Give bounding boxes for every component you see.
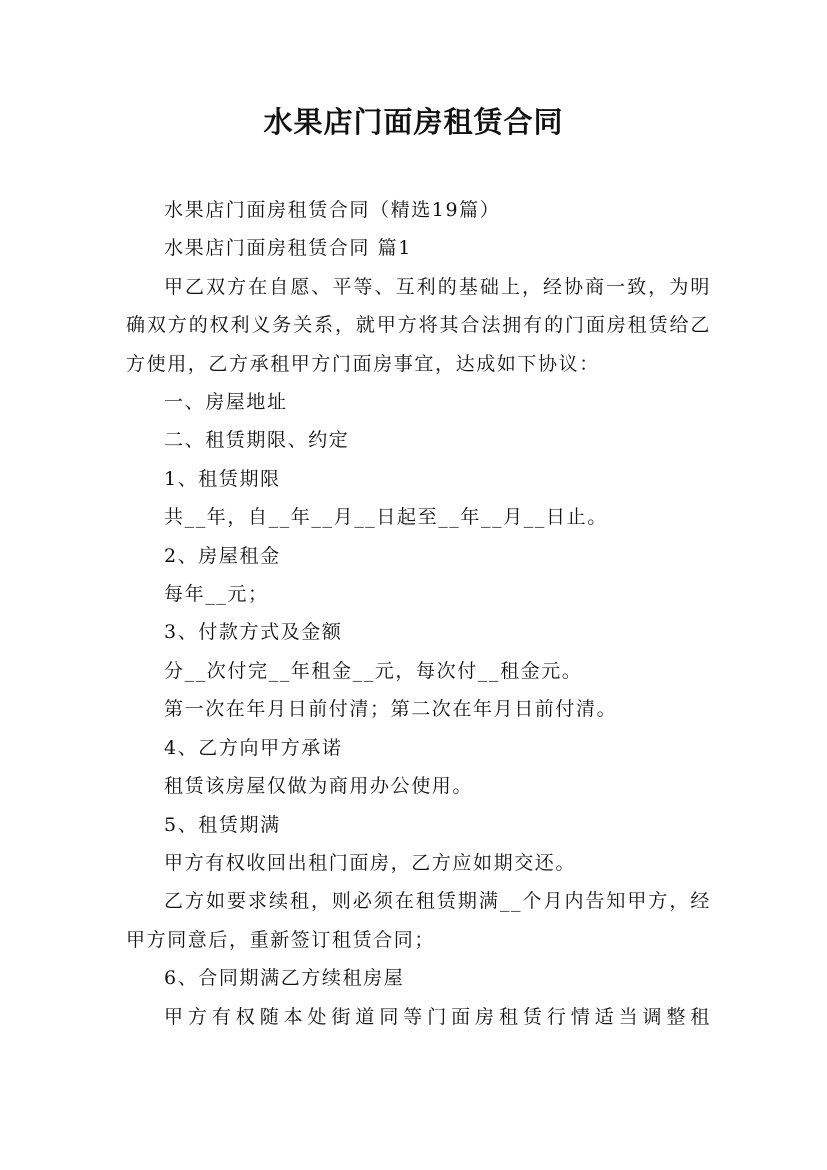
paragraph-preamble: 甲乙双方在自愿、平等、互利的基础上，经协商一致，为明确双方的权利义务关系，就甲方将其合法拥有的门面房租赁给乙方使用，乙方承租甲方门面房事宜，达成如下协议：	[126, 275, 711, 375]
paragraph-lease-term-heading: 1、租赁期限	[164, 467, 281, 490]
paragraph-rent-adjustment: 甲方有权随本处街道同等门面房租赁行情适当调整租	[164, 1005, 711, 1028]
paragraph-renewal: 乙方如要求续租，则必须在租赁期满__个月内告知甲方，经甲方同意后，重新签订租赁合同；	[126, 890, 711, 951]
document-body	[126, 191, 711, 1036]
paragraph-payment: 分__次付完__年租金__元，每次付__租金元。	[164, 659, 583, 682]
paragraph-payment-heading: 3、付款方式及金额	[164, 621, 343, 644]
paragraph-lease-term: 共__年，自__年__月__日起至__年__月__日止。	[164, 506, 608, 529]
paragraph-payment-schedule: 第一次在年月日前付清；第二次在年月日前付清。	[164, 698, 618, 721]
paragraph-renewal-heading: 6、合同期满乙方续租房屋	[164, 967, 405, 990]
paragraph-promise-heading: 4、乙方向甲方承诺	[164, 736, 343, 759]
paragraph-clause-1: 一、房屋地址	[164, 391, 288, 414]
document-title: 水果店门面房租赁合同	[263, 105, 564, 139]
paragraph-expiry-heading: 5、租赁期满	[164, 813, 281, 836]
paragraph-expiry: 甲方有权收回出租门面房，乙方应如期交还。	[164, 851, 577, 874]
paragraph-rent-heading: 2、房屋租金	[164, 544, 281, 567]
paragraph-section-heading: 水果店门面房租赁合同 篇1	[164, 237, 412, 260]
paragraph-promise: 租赁该房屋仅做为商用办公使用。	[164, 775, 474, 798]
paragraph-subtitle: 水果店门面房租赁合同（精选19篇）	[164, 199, 501, 221]
paragraph-clause-2: 二、租赁期限、约定	[164, 429, 350, 452]
paragraph-rent: 每年__元；	[164, 583, 269, 606]
